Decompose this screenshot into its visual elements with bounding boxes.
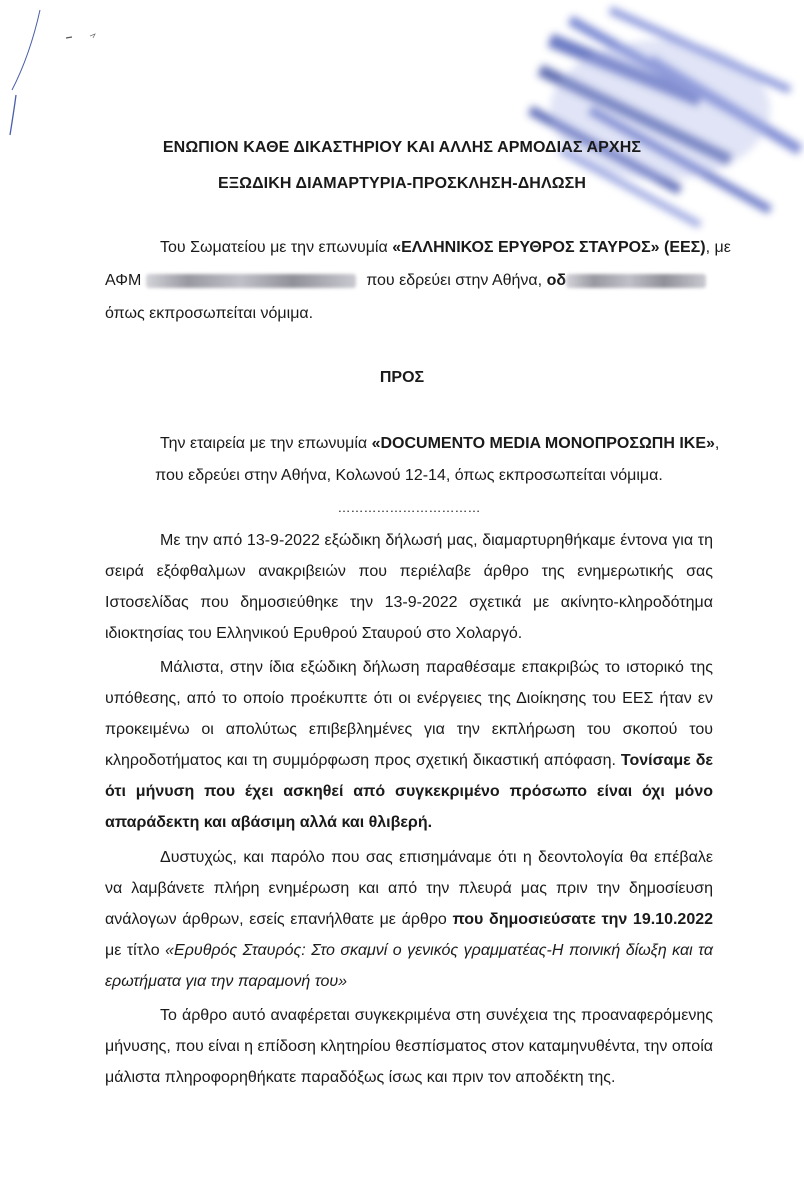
- paragraph-1: Με την από 13-9-2022 εξώδικη δήλωσή μας, διαμαρτυρηθήκαμε έντονα για τη σειρά εξόφθαλμων ανακριβειών που περιέλαβε άρθρο της ενημερωτικής σας Ιστοσελίδας που δημοσιεύθηκε την 13-9-2022 σχετικά με ακίνητο-κληροδότημα ιδιοκτησίας του Ελληνικού Ερυθρού Σταυρού στο Χολαργό.: [105, 532, 713, 642]
- recipient-line-2: που εδρεύει στην Αθήνα, Κολωνού 12-14, όπως εκπροσωπείται νόμιμα.: [155, 467, 663, 484]
- paragraph-2: Μάλιστα, στην ίδια εξώδικη δήλωση παραθέσαμε επακριβώς το ιστορικό της υπόθεσης, από το οποίο προέκυπτε ότι οι ενέργειες της Διοίκησης του ΕΕΣ ήταν εν προκειμένω οι απολύτως επιβεβλημένες για την εκπλήρωση του σκοπού του κληροδοτήματος και τη συμμόρφωση προς σχετική δικαστική απόφαση. Τονίσαμε δε ότι μήνυση που έχει ασκηθεί από συγκεκριμένο πρόσωπο είναι όχι μόνο απαράδεκτη και αβάσιμη αλλά και θλιβερή.: [105, 659, 713, 831]
- paragraph-3: Δυστυχώς, και παρόλο που σας επισημάναμε ότι η δεοντολογία θα επέβαλε να λαμβάνετε πλήρη ενημέρωση και από την πλευρά μας πριν την δημοσίευση ανάλογων άρθρων, εσείς επανήλθατε με άρθρο που δημοσιεύσατε την 19.10.2022 με τίτλο «Ερυθρός Σταυρός: Στο σκαμνί ο γενικός γραμματέας-Η ποινική δίωξη και τα ερωτήματα για την παραμονή του»: [105, 849, 714, 990]
- to-label: ΠΡΟΣ: [379, 369, 425, 386]
- sender-line-3: όπως εκπροσωπείται νόμιμα.: [105, 305, 314, 322]
- paragraph-4: Το άρθρο αυτό αναφέρεται συγκεκριμένα στη συνέχεια της προαναφερόμενης μήνυσης, που είναι η επίδοση κλητηρίου θεσπίσματος στον καταμηνυθέντα, την οποία μάλιστα πληροφορηθήκατε παραδόξως ίσως και πριν τον αποδέκτη της.: [105, 1007, 713, 1086]
- separator: ……………………………: [337, 500, 481, 515]
- recipient-line-1: Την εταιρεία με την επωνυμία «DOCUMENTO MEDIA ΜΟΝΟΠΡΟΣΩΠΗ ΙΚΕ»,: [160, 435, 720, 452]
- sender-line-2: ΑΦΜ που εδρεύει στην Αθήνα, οδ: [105, 265, 713, 296]
- redacted-tax-id: [146, 274, 356, 288]
- blurred-stamp: [500, 0, 804, 235]
- redacted-address: [566, 274, 706, 288]
- title-line-1: ΕΝΩΠΙΟΝ ΚΑΘΕ ΔΙΚΑΣΤΗΡΙΟΥ ΚΑΙ ΑΛΛΗΣ ΑΡΜΟΔΙΑΣ ΑΡΧΗΣ: [162, 139, 642, 156]
- sender-line-1: Του Σωματείου με την επωνυμία «ΕΛΛΗΝΙΚΟΣ ΕΡΥΘΡΟΣ ΣΤΑΥΡΟΣ» (ΕΕΣ), με: [160, 239, 731, 256]
- title-line-2: ΕΞΩΔΙΚΗ ΔΙΑΜΑΡΤΥΡΙΑ-ΠΡΟΣΚΛΗΣΗ-ΔΗΛΩΣΗ: [217, 175, 587, 192]
- margin-marks: [0, 0, 120, 140]
